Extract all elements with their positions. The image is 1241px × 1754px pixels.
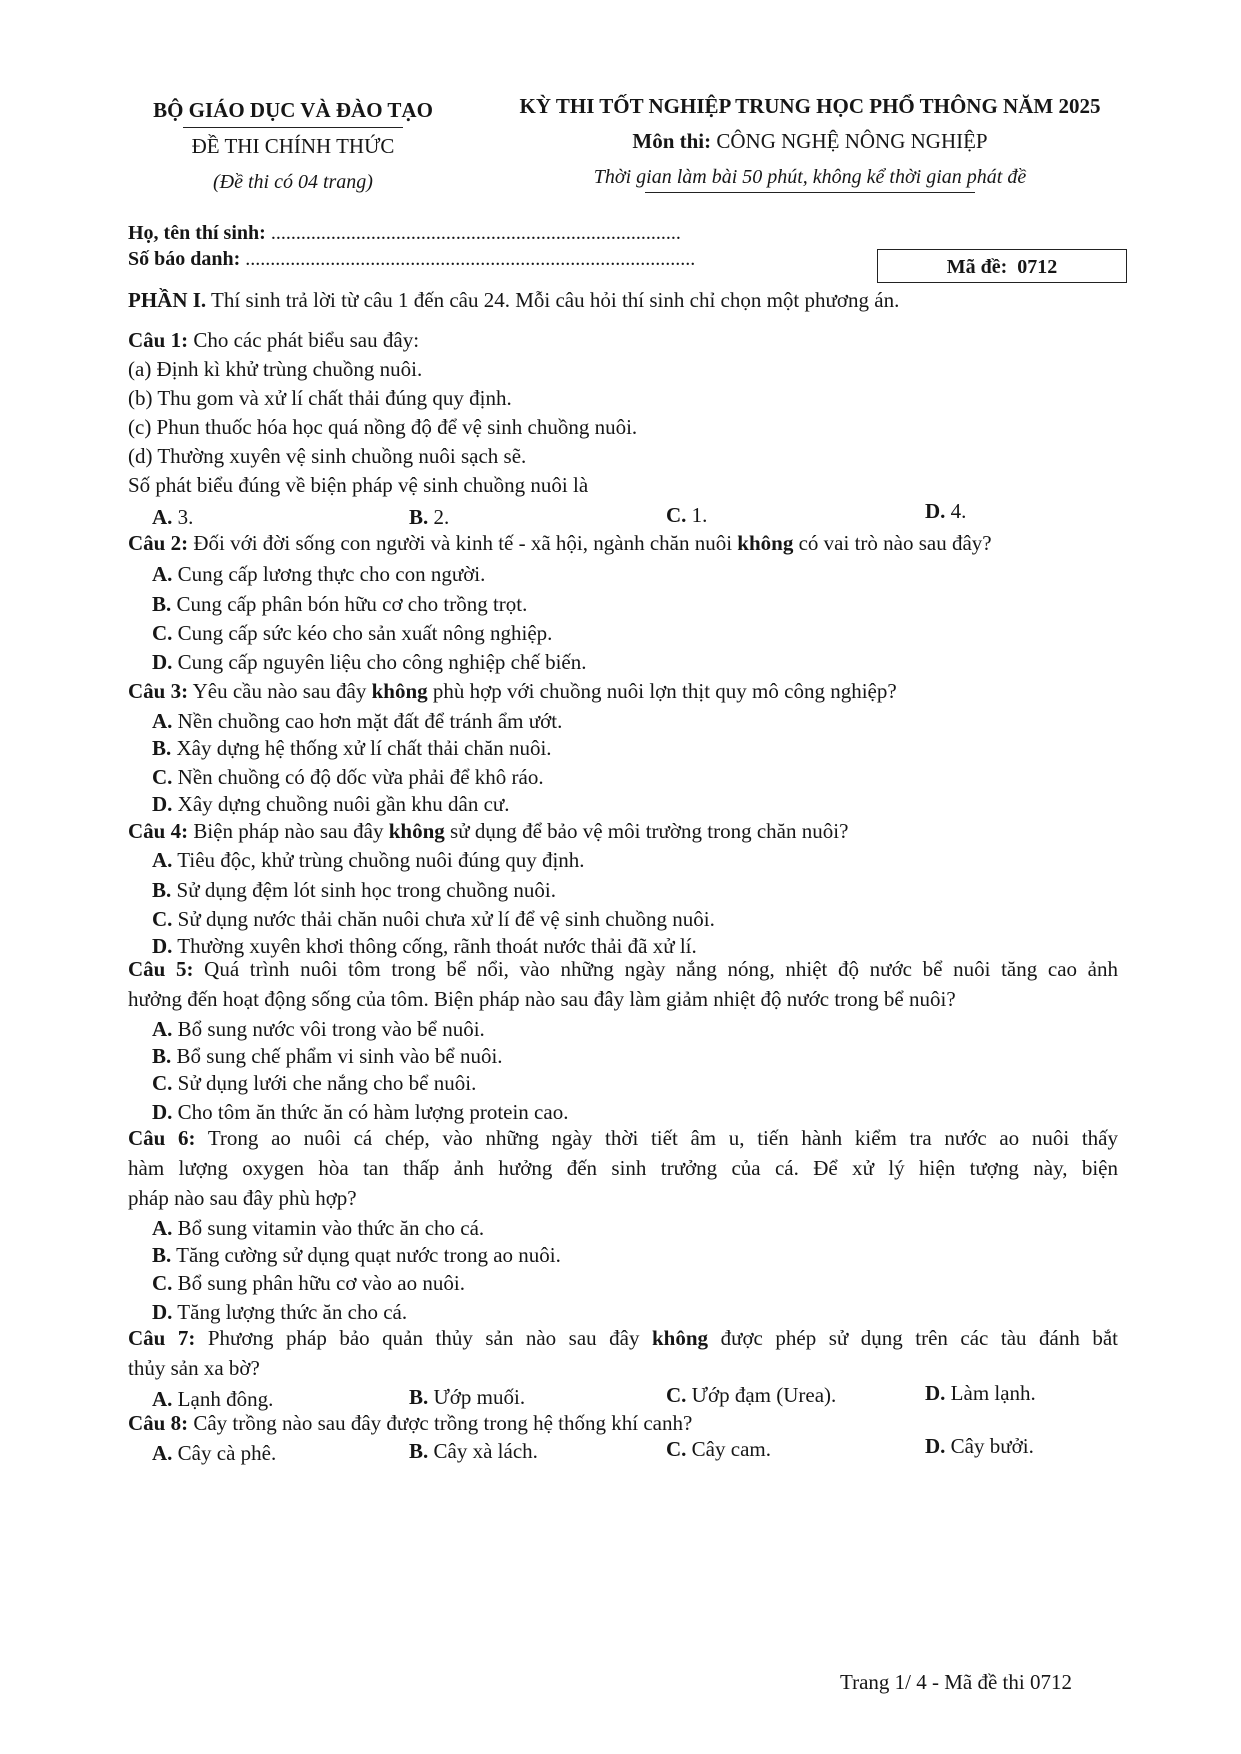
option-b[interactable] [152, 736, 552, 761]
option-letter: A. [152, 709, 173, 733]
option-text: Cung cấp phân bón hữu cơ cho trồng trọt. [176, 592, 528, 616]
option-letter: A. [152, 1017, 173, 1041]
option-text: Thường xuyên khơi thông cống, rãnh thoát nước thải đã xử lí. [177, 934, 697, 958]
option-letter: C. [666, 1437, 687, 1461]
option-a[interactable] [152, 848, 585, 873]
option-c[interactable] [666, 1437, 771, 1462]
statement-b: (b) Thu gom và xử lí chất thải đúng quy định. [128, 386, 512, 410]
question-text: sử dụng để bảo vệ môi trường trong chăn nuôi? [450, 819, 849, 843]
option-text: Cây bưởi. [950, 1434, 1034, 1458]
question-8 [128, 1411, 692, 1436]
option-d[interactable] [152, 1100, 568, 1125]
question-text: phù hợp với chuồng nuôi lợn thịt quy mô công nghiệp? [432, 679, 897, 703]
option-c[interactable] [666, 503, 707, 528]
option-d[interactable] [925, 499, 966, 524]
option-letter: D. [925, 499, 946, 523]
option-letter: D. [152, 792, 173, 816]
option-letter: C. [152, 907, 173, 931]
option-a[interactable] [152, 709, 562, 734]
option-letter: B. [152, 1044, 172, 1068]
option-letter: B. [152, 736, 172, 760]
candidate-name-label: Họ, tên thí sinh: [128, 222, 266, 244]
option-letter: A. [152, 1387, 173, 1411]
option-text: Bổ sung nước vôi trong vào bể nuôi. [177, 1017, 485, 1041]
option-letter: A. [152, 1216, 173, 1240]
option-text: Tăng cường sử dụng quạt nước trong ao nuôi. [176, 1243, 561, 1267]
option-letter: D. [152, 650, 173, 674]
option-text: Xây dựng chuồng nuôi gần khu dân cư. [177, 792, 510, 816]
option-letter: D. [925, 1434, 946, 1458]
question-7-line2: thủy sản xa bờ? [128, 1356, 260, 1380]
question-text: Cho các phát biểu sau đây: [193, 328, 420, 352]
option-d[interactable] [152, 650, 586, 675]
option-letter: B. [152, 592, 172, 616]
option-letter: D. [152, 1300, 173, 1324]
option-text: Xây dựng hệ thống xử lí chất thải chăn nuôi. [176, 736, 552, 760]
part1-instruction [128, 288, 899, 313]
option-d[interactable] [152, 934, 697, 959]
option-letter: B. [152, 878, 172, 902]
subject-label: Môn thi: [632, 129, 712, 153]
option-b[interactable] [409, 505, 449, 530]
option-text: Sử dụng đệm lót sinh học trong chuồng nuôi. [176, 878, 556, 902]
option-letter: B. [409, 505, 429, 529]
option-text: Lạnh đông. [177, 1387, 274, 1411]
emphasis: không [652, 1326, 709, 1350]
option-d[interactable] [925, 1381, 1036, 1406]
option-letter: B. [152, 1243, 172, 1267]
emphasis: không [388, 819, 445, 843]
part1-label: PHẦN I. [128, 288, 207, 312]
candidate-id-label: Số báo danh: [128, 248, 241, 270]
question-3 [128, 679, 897, 704]
option-letter: D. [152, 1100, 173, 1124]
option-text: Làm lạnh. [950, 1381, 1036, 1405]
question-label: Câu 1: [128, 328, 189, 352]
option-letter: A. [152, 505, 173, 529]
option-text: Cây cà phê. [177, 1441, 277, 1465]
option-text: Cung cấp nguyên liệu cho công nghiệp chế biến. [177, 650, 587, 674]
time-rule [645, 192, 975, 193]
question-text: Quá trình nuôi tôm trong bể nổi, vào những ngày nắng nóng, nhiệt độ nước bể nuôi tăng cao ảnh [204, 957, 1119, 981]
question-prompt: Số phát biểu đúng về biện pháp vệ sinh chuồng nuôi là [128, 473, 589, 497]
option-c[interactable] [152, 1071, 476, 1096]
subject-name: CÔNG NGHỆ NÔNG NGHIỆP [716, 129, 988, 153]
option-text: 1. [691, 503, 708, 527]
option-d[interactable] [152, 1300, 407, 1325]
header-rule [183, 127, 403, 128]
exam-title: KỲ THI TỐT NGHIỆP TRUNG HỌC PHỔ THÔNG NĂM 2025 [519, 94, 1101, 118]
option-text: Ướp đạm (Urea). [691, 1383, 837, 1407]
option-text: Sử dụng nước thải chăn nuôi chưa xử lí để vệ sinh chuồng nuôi. [177, 907, 715, 931]
option-letter: B. [409, 1439, 429, 1463]
option-letter: D. [925, 1381, 946, 1405]
question-5 [128, 957, 1118, 982]
option-letter: A. [152, 1441, 173, 1465]
question-text: có vai trò nào sau đây? [798, 531, 992, 555]
question-text: Đối với đời sống con người và kinh tế - xã hội, ngành chăn nuôi [193, 531, 733, 555]
question-label: Câu 8: [128, 1411, 189, 1435]
option-b[interactable] [152, 1243, 561, 1268]
option-c[interactable] [666, 1383, 836, 1408]
option-text: Cho tôm ăn thức ăn có hàm lượng protein cao. [177, 1100, 569, 1124]
statement-c: (c) Phun thuốc hóa học quá nồng độ để vệ sinh chuồng nuôi. [128, 415, 638, 439]
official-label: ĐỀ THI CHÍNH THỨC [191, 134, 395, 158]
option-a[interactable] [152, 1441, 276, 1466]
exam-code-label: Mã đề: [946, 256, 1008, 278]
emphasis: không [371, 679, 428, 703]
candidate-name-dots[interactable]: .................................................................................. [270, 222, 681, 244]
option-letter: A. [152, 562, 173, 586]
question-label: Câu 7: [128, 1326, 196, 1350]
question-text: được phép sử dụng trên các tàu đánh bắt [720, 1326, 1119, 1350]
option-text: Tăng lượng thức ăn cho cá. [177, 1300, 408, 1324]
exam-code-box [877, 249, 1127, 283]
option-a[interactable] [152, 505, 193, 530]
option-text: Nền chuồng cao hơn mặt đất để tránh ẩm ướt. [177, 709, 563, 733]
option-b[interactable] [152, 592, 527, 617]
option-text: Cung cấp lương thực cho con người. [177, 562, 486, 586]
option-letter: C. [152, 765, 173, 789]
option-letter: D. [152, 934, 173, 958]
question-label: Câu 5: [128, 957, 194, 981]
question-2 [128, 531, 992, 556]
candidate-name-line [128, 222, 681, 245]
question-label: Câu 4: [128, 819, 189, 843]
option-d[interactable] [152, 792, 510, 817]
option-text: Tiêu độc, khử trùng chuồng nuôi đúng quy định. [177, 848, 585, 872]
statement-d: (d) Thường xuyên vệ sinh chuồng nuôi sạch sẽ. [128, 444, 527, 468]
question-7 [128, 1326, 1118, 1351]
option-c[interactable] [152, 621, 552, 646]
header-right [480, 94, 1140, 193]
option-b[interactable] [409, 1439, 538, 1464]
question-6 [128, 1126, 1118, 1151]
emphasis: không [737, 531, 794, 555]
option-letter: C. [666, 503, 687, 527]
option-text: Ướp muối. [433, 1385, 526, 1409]
candidate-id-dots[interactable]: .......................................................................................... [245, 248, 696, 270]
option-text: Bổ sung phân hữu cơ vào ao nuôi. [177, 1271, 465, 1295]
candidate-id-line [128, 248, 695, 271]
time-limit: Thời gian làm bài 50 phút, không kể thời gian phát đề [593, 166, 1027, 188]
option-c[interactable] [152, 907, 715, 932]
question-text: Trong ao nuôi cá chép, vào những ngày thời tiết âm u, tiến hành kiểm tra nước ao nuôi thấy [207, 1126, 1118, 1150]
option-letter: C. [152, 621, 173, 645]
question-6-line3: pháp nào sau đây phù hợp? [128, 1186, 357, 1210]
option-c[interactable] [152, 1271, 465, 1296]
option-a[interactable] [152, 562, 485, 587]
option-text: Nền chuồng có độ dốc vừa phải để khô ráo. [177, 765, 544, 789]
option-b[interactable] [409, 1385, 525, 1410]
option-letter: C. [152, 1071, 173, 1095]
option-letter: B. [409, 1385, 429, 1409]
exam-code: 0712 [1017, 256, 1058, 278]
subject-line [480, 129, 1140, 154]
question-5-line2: hưởng đến hoạt động sống của tôm. Biện pháp nào sau đây làm giảm nhiệt độ nước trong bể nuôi? [128, 987, 956, 1011]
part1-text: Thí sinh trả lời từ câu 1 đến câu 24. Mỗi câu hỏi thí sinh chỉ chọn một phương án. [211, 288, 900, 312]
option-text: Cung cấp sức kéo cho sản xuất nông nghiệp. [177, 621, 553, 645]
header-left [128, 98, 458, 194]
question-label: Câu 6: [128, 1126, 196, 1150]
ministry-name: BỘ GIÁO DỤC VÀ ĐÀO TẠO [153, 98, 433, 122]
question-text: Yêu cầu nào sau đây [192, 679, 367, 703]
option-a[interactable] [152, 1387, 273, 1412]
option-text: 2. [433, 505, 450, 529]
option-text: Bổ sung vitamin vào thức ăn cho cá. [177, 1216, 485, 1240]
option-text: 3. [177, 505, 194, 529]
option-letter: C. [666, 1383, 687, 1407]
option-d[interactable] [925, 1434, 1034, 1459]
question-6-line2: hàm lượng oxygen hòa tan thấp ảnh hưởng đến sinh trưởng của cá. Để xử lý hiện tượng này, biện [128, 1156, 1118, 1180]
option-text: Bổ sung chế phẩm vi sinh vào bể nuôi. [176, 1044, 503, 1068]
option-letter: C. [152, 1271, 173, 1295]
question-text: Phương pháp bảo quản thủy sản nào sau đây [207, 1326, 640, 1350]
option-text: Cây cam. [691, 1437, 771, 1461]
question-4 [128, 819, 848, 844]
page-count: (Đề thi có 04 trang) [213, 171, 373, 193]
option-b[interactable] [152, 878, 556, 903]
option-text: Cây xà lách. [433, 1439, 538, 1463]
option-c[interactable] [152, 765, 544, 790]
option-a[interactable] [152, 1017, 485, 1042]
question-text: Biện pháp nào sau đây [193, 819, 384, 843]
question-text: Cây trồng nào sau đây được trồng trong hệ thống khí canh? [193, 1411, 693, 1435]
question-label: Câu 2: [128, 531, 189, 555]
option-letter: A. [152, 848, 173, 872]
question-1 [128, 328, 419, 353]
option-a[interactable] [152, 1216, 484, 1241]
statement-a: (a) Định kì khử trùng chuồng nuôi. [128, 357, 423, 381]
question-label: Câu 3: [128, 679, 189, 703]
option-text: 4. [950, 499, 967, 523]
option-text: Sử dụng lưới che nắng cho bể nuôi. [177, 1071, 477, 1095]
page-footer: Trang 1/ 4 - Mã đề thi 0712 [840, 1670, 1072, 1694]
option-b[interactable] [152, 1044, 503, 1069]
